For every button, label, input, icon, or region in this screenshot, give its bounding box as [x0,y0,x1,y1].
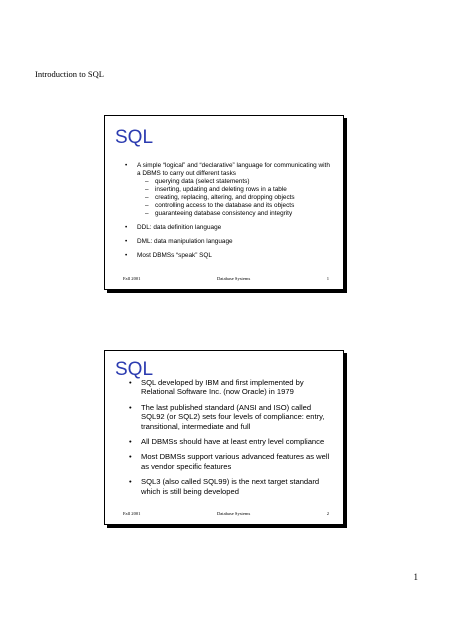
sub-bullet-item [145,202,330,210]
footer-term: Fall 2001 [123,511,141,516]
bullet-item [129,452,334,471]
document-header: Introduction to SQL [35,69,104,79]
bullet-list [125,162,330,266]
sub-bullet-list [137,178,330,218]
dash-icon: – [145,178,149,185]
bullet-list [129,378,334,502]
sub-bullet-text: inserting, updating and deleting rows in a table [155,186,287,193]
footer-term: Fall 2001 [123,276,141,281]
bullet-item [129,403,334,431]
sub-bullet-text: guaranteeing database consistency and integrity [155,210,293,217]
dash-icon: – [145,194,149,201]
slide-2 [104,350,344,525]
bullet-item [125,224,330,232]
bullet-text: SQL developed by IBM and first implemented by Relational Software Inc. (now Oracle) in 1979 [141,378,304,397]
footer-slide-number: 2 [326,511,329,516]
slide-title: SQL [115,359,154,380]
footer-course: Database Systems [216,276,251,281]
bullet-text: DDL: data definition language [137,224,222,231]
bullet-dot-icon: • [129,477,132,487]
bullet-text: Most DBMSs “speak” SQL [137,252,212,259]
sub-bullet-text: creating, replacing, altering, and dropping objects [155,194,295,201]
bullet-text: The last published standard (ANSI and ISO) called SQL92 (or SQL2) sets four levels of compliance: entry, transitional, intermediate and full [141,402,325,431]
slide-title: SQL [115,127,154,148]
bullet-item [125,162,330,218]
bullet-item [125,238,330,246]
dash-icon: – [145,186,149,193]
bullet-text: SQL3 (also called SQL99) is the next target standard which is still being developed [141,477,320,496]
bullet-dot-icon: • [129,452,132,462]
sub-bullet-item [145,194,330,202]
bullet-dot-icon: • [129,378,132,387]
bullet-item [125,252,330,260]
bullet-item [129,437,334,446]
bullet-dot-icon: • [125,238,128,245]
slide-footer [123,511,329,516]
sub-bullet-item [145,210,330,218]
footer-slide-number: 1 [326,276,329,281]
bullet-dot-icon: • [125,224,128,231]
bullet-text: DML: data manipulation language [137,238,233,245]
sub-bullet-item [145,178,330,186]
sub-bullet-text: controlling access to the database and its objects [155,202,295,209]
bullet-item [129,378,334,397]
bullet-dot-icon: • [125,252,128,259]
bullet-text: All DBMSs should have at least entry level compliance [141,437,325,447]
bullet-item [129,477,334,496]
slide-1 [104,115,344,290]
sub-bullet-item [145,186,330,194]
page-number: 1 [413,572,418,582]
footer-course: Database Systems [216,511,251,516]
sub-bullet-text: querying data (select statements) [155,178,250,185]
bullet-dot-icon: • [129,437,132,447]
dash-icon: – [145,202,149,209]
bullet-text: Most DBMSs support various advanced features as well as vendor specific features [141,452,330,471]
slide-footer [123,276,329,281]
bullet-dot-icon: • [125,162,128,169]
bullet-dot-icon: • [129,402,132,412]
bullet-text: A simple “logical” and “declarative” language for communicating with a DBMS to carry out different tasks [137,162,330,177]
dash-icon: – [145,210,149,217]
